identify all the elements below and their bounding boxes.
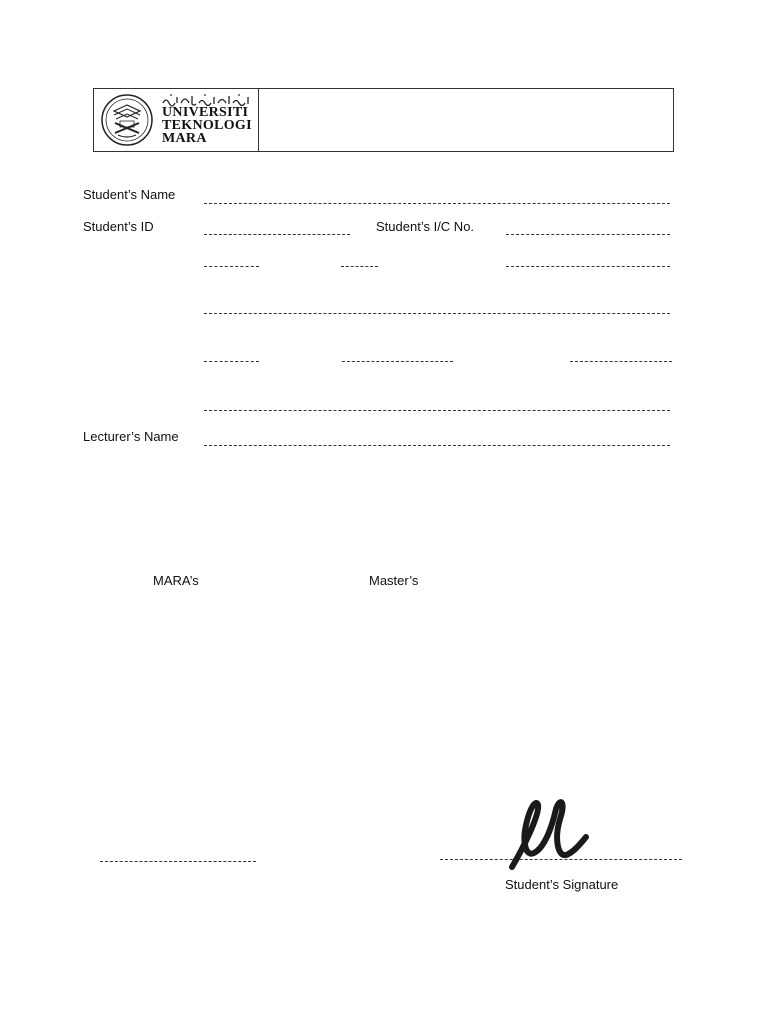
student-ic-label: Student’s I/C No. [376, 219, 475, 234]
university-name-line2: TEKNOLOGI [162, 118, 252, 133]
lecturer-name-label: Lecturer’s Name [83, 429, 179, 444]
field-row5-b[interactable] [342, 361, 453, 362]
university-name-line3: MARA [162, 131, 207, 146]
student-id-field[interactable] [204, 234, 350, 235]
field-row5-a[interactable] [204, 361, 259, 362]
field-row3-a[interactable] [204, 266, 259, 267]
field-row4[interactable] [204, 313, 670, 314]
field-row3-c[interactable] [506, 266, 670, 267]
lecturer-name-field[interactable] [204, 445, 670, 446]
master-label: Master’s [369, 573, 419, 588]
form-title-cell [259, 89, 673, 151]
student-signature-label: Student’s Signature [505, 877, 619, 892]
mara-label: MARA’s [153, 573, 199, 588]
field-row5-c[interactable] [570, 361, 672, 362]
university-logo [94, 89, 259, 151]
university-name [162, 106, 252, 145]
university-name-line1: UNIVERSITI [162, 105, 249, 120]
header-box [93, 88, 674, 152]
student-id-label: Student’s ID [83, 219, 154, 234]
field-row6[interactable] [204, 410, 670, 411]
student-name-label: Student’s Name [83, 187, 176, 202]
student-name-field[interactable] [204, 203, 670, 204]
student-ic-field[interactable] [506, 234, 670, 235]
left-signature-line[interactable] [100, 861, 256, 862]
field-row3-b[interactable] [341, 266, 378, 267]
university-emblem-icon [100, 93, 154, 147]
student-signature-mark [500, 795, 592, 875]
